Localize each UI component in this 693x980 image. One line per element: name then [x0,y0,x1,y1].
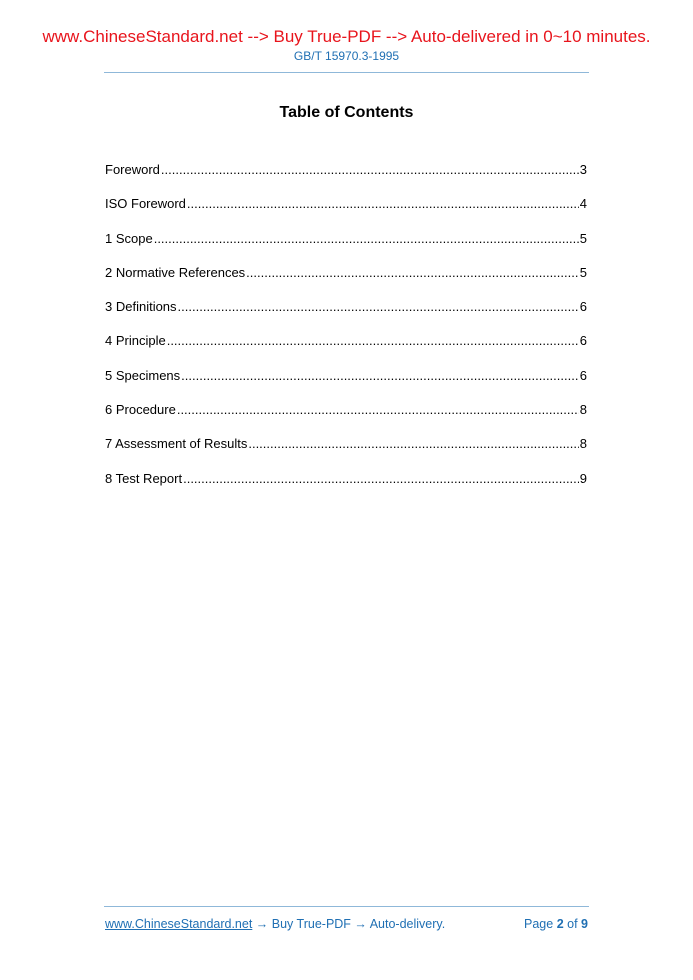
standard-code: GB/T 15970.3-1995 [293,49,400,63]
toc-entry-label: Foreword [105,162,160,177]
toc-entry-label: 8 Test Report [105,470,183,486]
page-total: 9 [581,917,588,931]
toc-entry-page: 8 [579,402,587,418]
toc-entry-definitions[interactable] [105,297,587,331]
toc-leader-dots [178,297,579,317]
header-divider [104,72,589,73]
toc-leader-dots [183,469,579,489]
toc-entry-page: 6 [579,367,587,383]
page-current: 2 [556,917,564,931]
toc-entry-label: 2 Normative References [105,264,246,280]
toc-entry-label: 7 Assessment of Results [105,436,248,452]
toc-entry-label: 1 Scope [105,230,153,246]
toc-entry-normative-references[interactable] [105,263,587,297]
toc-entry-foreword[interactable] [105,160,587,194]
toc-entry-label: ISO Foreword [105,196,186,212]
toc-entry-page: 6 [579,299,587,315]
toc-leader-dots [187,194,579,214]
toc-entry-label: 6 Procedure [105,402,176,418]
toc-title: Table of Contents [279,104,414,121]
toc-entry-assessment-of-results[interactable] [105,434,587,468]
toc-entry-scope[interactable] [105,229,587,263]
page-word: Page [524,917,554,931]
toc-leader-dots [248,434,578,454]
toc-entry-label: 5 Specimens [105,367,181,383]
footer-divider [104,906,589,907]
toc-entry-page: 5 [579,264,587,280]
toc-entry-principle[interactable] [105,331,587,365]
toc-leader-dots [246,263,579,283]
table-of-contents [105,160,587,503]
toc-leader-dots [177,400,579,420]
footer-website-link[interactable]: www.ChineseStandard.net [105,917,253,931]
footer-promo [105,916,445,932]
toc-leader-dots [167,331,579,351]
toc-entry-iso-foreword[interactable] [105,194,587,228]
toc-entry-test-report[interactable] [105,469,587,503]
toc-entry-page: 3 [579,162,587,177]
toc-entry-specimens[interactable] [105,366,587,400]
toc-entry-page: 4 [579,196,587,212]
toc-leader-dots [161,160,579,180]
toc-entry-label: 3 Definitions [105,299,177,315]
toc-entry-label: 4 Principle [105,333,166,349]
toc-entry-page: 5 [579,230,587,246]
page-of: of [567,917,578,931]
footer-tagline: → Buy True-PDF → Auto-delivery. [252,917,446,931]
toc-entry-procedure[interactable] [105,400,587,434]
toc-entry-page: 6 [579,333,587,349]
promo-banner: www.ChineseStandard.net --> Buy True-PDF --> Auto-delivered in 0~10 minutes. [42,27,651,46]
toc-leader-dots [181,366,579,386]
toc-entry-page: 9 [579,470,587,486]
page-number [524,916,588,932]
toc-entry-page: 8 [579,436,587,452]
toc-leader-dots [154,229,579,249]
